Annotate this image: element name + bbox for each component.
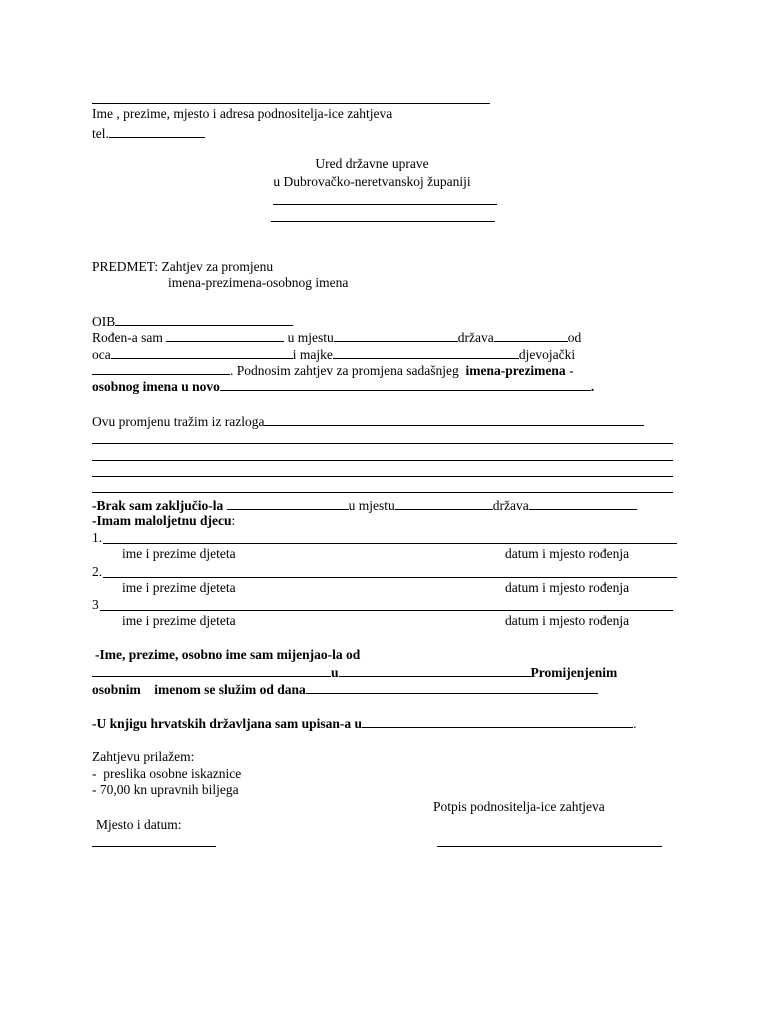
child-3-date-label: datum i mjesto rođenja <box>505 613 630 628</box>
marriage-place-field[interactable] <box>395 496 493 510</box>
request-text: . Podnosim zahtjev za promjena sadašnjeg <box>230 363 459 378</box>
birth-place-label: u mjestu <box>287 330 334 345</box>
birth-country-label: država <box>457 330 494 345</box>
children-label: -Imam maloljetnu djecu <box>92 513 232 528</box>
recipient-line1: Ured državne uprave <box>315 156 429 171</box>
attachment-item-2: - 70,00 kn upravnih biljega <box>92 782 239 797</box>
maiden-name-field[interactable] <box>92 361 230 375</box>
marriage-label: -Brak sam zaključio-la <box>92 498 224 513</box>
name-change-row <box>92 663 617 681</box>
of-label: od <box>567 330 582 345</box>
reason-label: Ovu promjenu tražim iz razloga <box>92 414 265 429</box>
name-change-label: -Ime, prezime, osobno ime sam mijenjao-la od <box>95 647 361 662</box>
subject-line2: imena-prezimena-osobnog imena <box>168 275 349 290</box>
marriage-country-label: država <box>492 498 529 513</box>
birth-country-field[interactable] <box>494 328 568 342</box>
subject-text: Zahtjev za promjenu <box>161 259 274 274</box>
born-row <box>92 328 581 346</box>
tel-row <box>92 124 205 142</box>
reason-field-2[interactable] <box>92 443 673 444</box>
reason-field-1[interactable] <box>264 412 644 426</box>
birth-date-field[interactable] <box>166 328 284 342</box>
reason-field-3[interactable] <box>92 460 673 461</box>
applicant-line[interactable] <box>92 103 490 104</box>
request-bold: imena-prezimena <box>465 363 566 378</box>
tel-label: tel. <box>92 126 109 141</box>
father-label: oca <box>92 347 111 362</box>
birth-place-field[interactable] <box>334 328 458 342</box>
tel-field[interactable] <box>109 124 205 138</box>
recipient-field-1[interactable] <box>273 204 497 205</box>
reason-field-4[interactable] <box>92 476 673 477</box>
registry-period: . <box>633 716 637 731</box>
marriage-country-field[interactable] <box>529 496 637 510</box>
attachment-item-1: - preslika osobne iskaznice <box>92 766 242 781</box>
mother-label: i majke <box>292 347 333 362</box>
child-2-field[interactable] <box>103 577 677 578</box>
signature-field[interactable] <box>437 846 662 847</box>
child-3-field[interactable] <box>100 610 673 611</box>
born-label: Rođen-a sam <box>92 330 163 345</box>
marriage-date-field[interactable] <box>227 496 349 510</box>
place-date-field[interactable] <box>92 846 216 847</box>
father-field[interactable] <box>111 345 293 359</box>
registry-field[interactable] <box>362 714 633 728</box>
request-dash: - <box>569 363 574 378</box>
applicant-label: Ime , prezime, mjesto i adresa podnositelja-ice zahtjeva <box>92 106 393 121</box>
signature-label: Potpis podnositelja-ice zahtjeva <box>433 799 605 814</box>
oib-field[interactable] <box>115 312 293 326</box>
child-2-date-label: datum i mjesto rođenja <box>505 580 630 595</box>
marriage-row <box>92 496 637 514</box>
reason-row <box>92 412 644 430</box>
reason-field-5[interactable] <box>92 492 673 493</box>
name-change-u: u <box>331 665 339 680</box>
name-change-changed: Promijenjenim <box>530 665 618 680</box>
attachments-title: Zahtjevu prilažem: <box>92 749 195 764</box>
child-2-name-label: ime i prezime djeteta <box>122 580 236 595</box>
marriage-place-label: u mjestu <box>348 498 395 513</box>
registry-label: -U knjigu hrvatskih državljana sam upisan-a u <box>92 716 363 731</box>
child-1-num: 1. <box>92 530 103 545</box>
name-change-place-field[interactable] <box>339 663 531 677</box>
new-name-field[interactable] <box>220 377 591 391</box>
maiden-label: djevojački <box>518 347 576 362</box>
recipient-field-2[interactable] <box>271 221 495 222</box>
child-3-num: 3 <box>92 597 99 612</box>
mother-field[interactable] <box>333 345 519 359</box>
child-1-name-label: ime i prezime djeteta <box>122 546 236 561</box>
oib-label: OIB <box>92 314 116 329</box>
name-use-date-field[interactable] <box>306 680 598 694</box>
child-2-num: 2. <box>92 564 103 579</box>
children-row <box>92 513 235 529</box>
subject-label: PREDMET: <box>92 259 159 274</box>
subject-line1 <box>92 259 273 275</box>
child-3-name-label: ime i prezime djeteta <box>122 613 236 628</box>
place-date-label: Mjesto i datum: <box>96 817 182 832</box>
child-1-date-label: datum i mjesto rođenja <box>505 546 630 561</box>
recipient-line2: u Dubrovačko-neretvanskoj županiji <box>273 174 471 189</box>
name-change-from-field[interactable] <box>92 663 331 677</box>
new-name-period: . <box>590 379 595 394</box>
name-use-row <box>92 680 598 698</box>
name-use-word1: osobnim <box>92 682 141 697</box>
new-name-label: osobnog imena u novo <box>92 379 220 394</box>
registry-row <box>92 714 636 732</box>
new-name-row <box>92 377 594 395</box>
name-use-word2: imenom se služim od dana <box>154 682 306 697</box>
children-colon: : <box>231 513 236 528</box>
child-1-field[interactable] <box>103 543 677 544</box>
